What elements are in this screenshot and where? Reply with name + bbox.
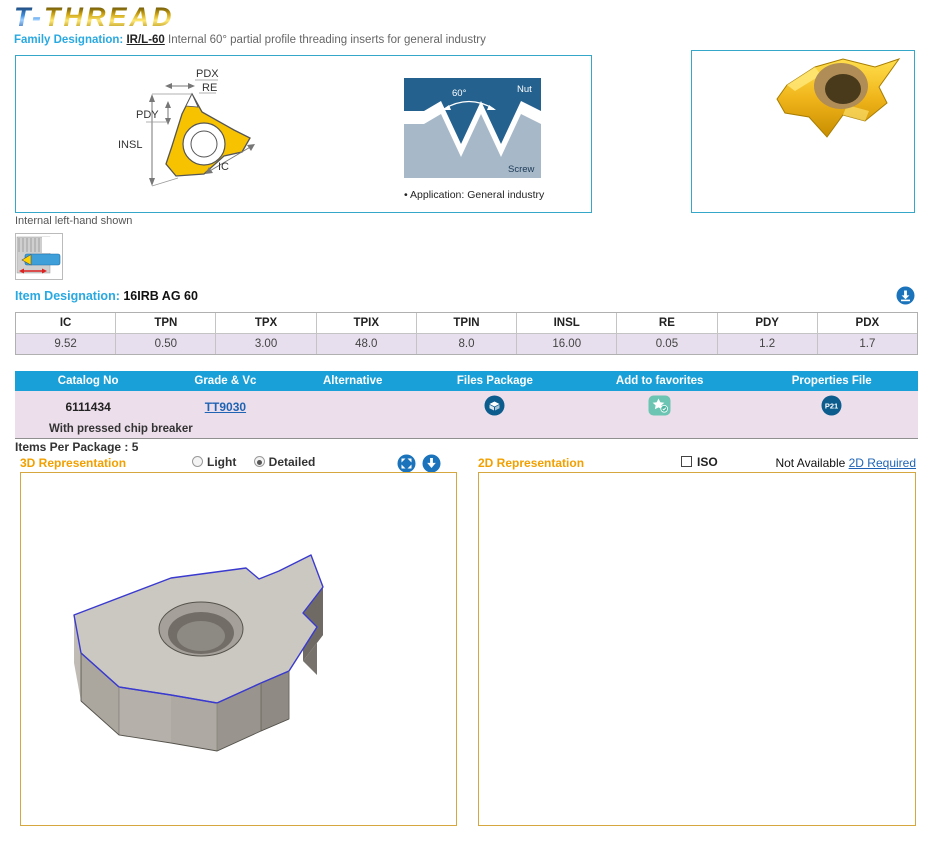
catalog-header-cell: Files Package — [456, 375, 533, 387]
dim-header-cell: TPX — [216, 313, 316, 334]
grade-link[interactable]: TT9030 — [204, 399, 247, 414]
catalog-table — [15, 371, 918, 439]
not-available-text: Not Available — [775, 456, 849, 470]
catalog-header-cell: Properties File — [791, 375, 872, 387]
render-mode-radios — [192, 455, 329, 469]
family-designation-label: Family Designation: — [14, 34, 124, 46]
insert-3d-render — [21, 473, 456, 825]
catalog-header-cell: Add to favorites — [615, 375, 704, 387]
diagram-label-re: RE — [202, 82, 218, 94]
representation-2d-label: 2D Representation — [478, 456, 585, 470]
dimension-table — [15, 312, 918, 355]
dim-value-cell: 16.00 — [517, 334, 617, 354]
dim-value-cell: 0.50 — [116, 334, 216, 354]
dim-value-cell: 0.05 — [617, 334, 717, 354]
items-per-package: Items Per Package : 5 — [15, 440, 139, 454]
dim-header-cell: TPN — [116, 313, 216, 334]
iso-option — [681, 455, 718, 469]
item-designation-value: 16IRB AG 60 — [123, 289, 198, 303]
light-radio-label: Light — [207, 455, 237, 469]
catalog-table-row — [15, 391, 918, 422]
angle-label: 60° — [452, 88, 467, 99]
boring-bar-thumbnail-graphic — [16, 234, 62, 279]
screw-label: Screw — [508, 164, 535, 175]
detailed-radio[interactable] — [254, 456, 265, 467]
item-designation-label: Item Designation: — [15, 289, 120, 303]
representation-2d-row — [478, 454, 916, 473]
dim-header-cell: TPIN — [417, 313, 517, 334]
item-designation-row — [15, 289, 198, 303]
nut-screw-diagram — [404, 78, 541, 178]
download-3d-icon[interactable] — [422, 454, 441, 473]
diagram-label-ic: IC — [218, 161, 229, 173]
catalog-number: 6111434 — [65, 399, 111, 414]
dim-header-cell: IC — [16, 313, 116, 334]
files-package-icon[interactable] — [484, 395, 505, 416]
thread-profile-figure — [404, 78, 554, 201]
logo-thread: THREAD — [44, 2, 175, 32]
technical-drawing-panel — [15, 55, 592, 213]
chip-breaker-note: With pressed chip breaker — [15, 422, 918, 438]
availability-note — [775, 456, 916, 470]
dim-value-cell: 48.0 — [317, 334, 417, 354]
insert-dimension-diagram — [56, 60, 336, 210]
dim-value-cell: 1.2 — [718, 334, 818, 354]
viewer-2d-panel[interactable] — [478, 472, 916, 826]
application-caption: • Application: General industry — [404, 189, 545, 201]
nut-label: Nut — [517, 84, 532, 95]
dim-value-cell: 1.7 — [818, 334, 917, 354]
diagram-label-pdx: PDX — [196, 68, 219, 80]
dim-header-cell: PDX — [818, 313, 917, 334]
orientation-caption: Internal left-hand shown — [15, 215, 133, 227]
product-photo-panel — [691, 50, 915, 213]
insert-photo — [755, 55, 910, 180]
diagram-label-insl: INSL — [118, 139, 143, 151]
light-radio[interactable] — [192, 456, 203, 467]
family-code: IR/L-60 — [126, 34, 165, 46]
logo-t: T- — [14, 2, 44, 32]
fullscreen-icon[interactable] — [397, 454, 416, 473]
catalog-table-header — [15, 371, 918, 391]
dim-header-cell: INSL — [517, 313, 617, 334]
dim-header-cell: TPIX — [317, 313, 417, 334]
viewer-3d-panel[interactable] — [20, 472, 457, 826]
application-thumbnail[interactable] — [15, 233, 63, 280]
dimension-table-header — [16, 313, 917, 334]
properties-file-label: P21 — [825, 401, 839, 410]
iso-label: ISO — [697, 455, 718, 469]
family-description: Internal 60° partial profile threading inserts for general industry — [164, 34, 486, 46]
detailed-radio-label: Detailed — [268, 455, 316, 469]
representation-3d-row — [20, 454, 457, 473]
dim-header-cell: PDY — [718, 313, 818, 334]
catalog-header-cell: Alternative — [322, 375, 383, 387]
catalog-header-cell: Grade & Vc — [194, 375, 257, 387]
properties-file-icon[interactable] — [821, 395, 842, 416]
t-thread-logo — [14, 2, 175, 33]
dim-value-cell: 8.0 — [417, 334, 517, 354]
dimension-table-values — [16, 334, 917, 354]
representation-3d-label: 3D Representation — [20, 456, 127, 470]
family-designation-line — [14, 34, 486, 46]
diagram-label-pdy: PDY — [136, 109, 159, 121]
dim-header-cell: RE — [617, 313, 717, 334]
dim-value-cell: 9.52 — [16, 334, 116, 354]
item-download-icon[interactable] — [896, 286, 915, 305]
iso-checkbox[interactable] — [681, 456, 692, 467]
2d-required-link[interactable]: 2D Required — [848, 456, 916, 470]
dim-value-cell: 3.00 — [216, 334, 316, 354]
catalog-header-cell: Catalog No — [57, 375, 119, 387]
add-to-favorites-icon[interactable] — [648, 395, 671, 416]
